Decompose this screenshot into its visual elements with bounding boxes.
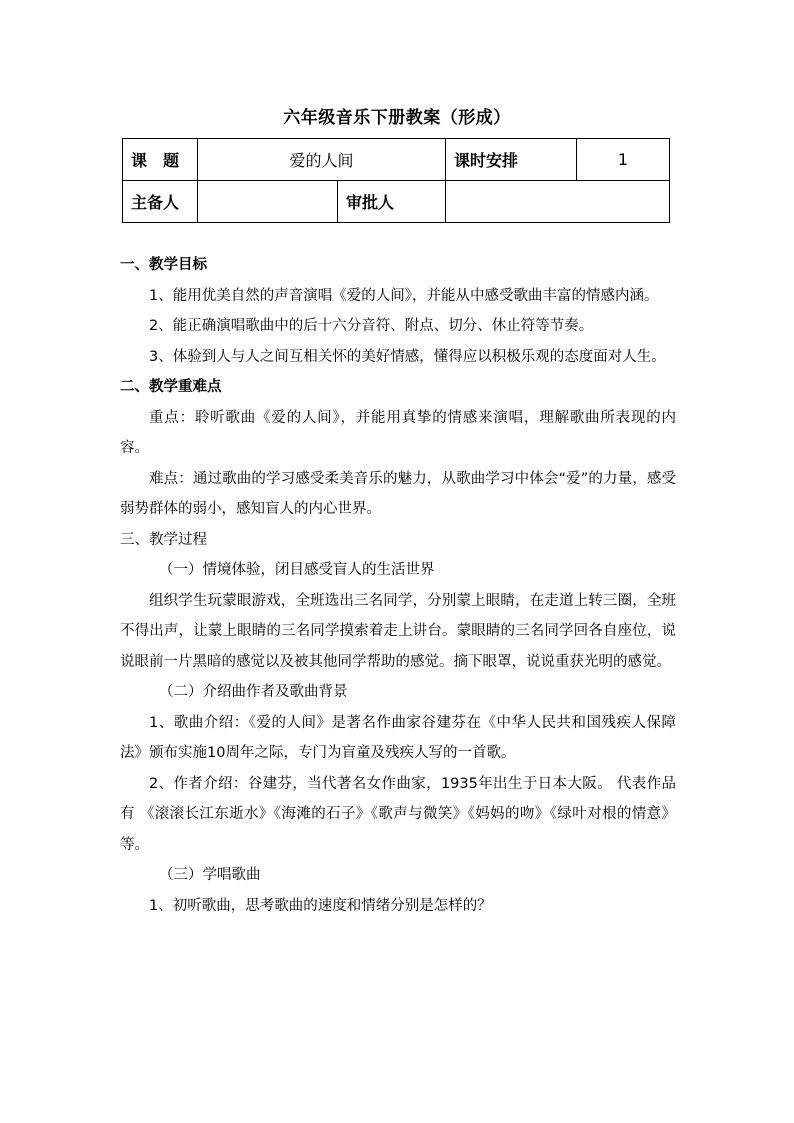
topic-label: 课 题 — [123, 139, 198, 181]
goal-item: 3、体验到人与人之间互相关怀的美好情感，懂得应以积极乐观的态度面对人生。 — [149, 348, 666, 365]
document-title: 六年级音乐下册教案（形成） — [283, 108, 511, 128]
hours-label: 课时安排 — [446, 139, 577, 181]
focus-key: 重点：聆听歌曲《爱的人间》，并能用真挚的情感来演唱，理解歌曲所表现的内容。 — [120, 409, 676, 456]
document-body — [120, 250, 676, 921]
hours-value: 1 — [577, 139, 670, 181]
approver-label: 审批人 — [338, 181, 446, 223]
section-heading-focus: 二、教学重难点 — [120, 379, 222, 395]
process-part1-title: （一）情境体验，闭目感受盲人的生活世界 — [159, 562, 435, 578]
goal-item: 1、能用优美自然的声音演唱《爱的人间》，并能从中感受歌曲丰富的情感内涵。 — [149, 287, 659, 304]
process-part3-item: 1、初听歌曲，思考歌曲的速度和情绪分别是怎样的？ — [149, 897, 492, 914]
topic-value: 爱的人间 — [198, 139, 446, 181]
process-part2-item: 1、歌曲介绍：《爱的人间》是著名作曲家谷建芬在《中华人民共和国残疾人保障法》颁布实施10周年之际，专门为盲童及残疾人写的一首歌。 — [120, 714, 676, 761]
preparer-label: 主备人 — [123, 181, 198, 223]
table-row — [123, 139, 670, 181]
section-heading-process: 三、教学过程 — [120, 531, 207, 548]
process-part1-text: 组织学生玩蒙眼游戏，全班选出三名同学，分别蒙上眼睛，在走道上转三圈，全班不得出声，让蒙上眼睛的三名同学摸索着走上讲台。蒙眼睛的三名同学回各自座位，说说眼前一片黑暗的感觉以及被其他同学帮助的感觉。摘下眼罩，说说重获光明的感觉。 — [120, 592, 676, 670]
focus-difficulty: 难点：通过歌曲的学习感受柔美音乐的魅力，从歌曲学习中体会“爱”的力量，感受弱势群体的弱小，感知盲人的内心世界。 — [120, 470, 676, 517]
lesson-info-table — [122, 138, 670, 223]
process-part3-title: （三）学唱歌曲 — [159, 867, 261, 883]
goal-item: 2、能正确演唱歌曲中的后十六分音符、附点、切分、休止符等节奏。 — [149, 318, 594, 334]
approver-value — [446, 181, 670, 223]
table-row — [123, 181, 670, 223]
process-part2-title: （二）介绍曲作者及歌曲背景 — [159, 684, 348, 700]
process-part2-item: 2、作者介绍：谷建芬，当代著名女作曲家，1935年出生于日本大阪。 代表作品有 《滚滚长江东逝水》《海滩的石子》《歌声与微笑》《妈妈的吻》《绿叶对根的情意》等。 — [120, 775, 676, 853]
section-heading-goals: 一、教学目标 — [120, 257, 207, 273]
preparer-value — [198, 181, 338, 223]
